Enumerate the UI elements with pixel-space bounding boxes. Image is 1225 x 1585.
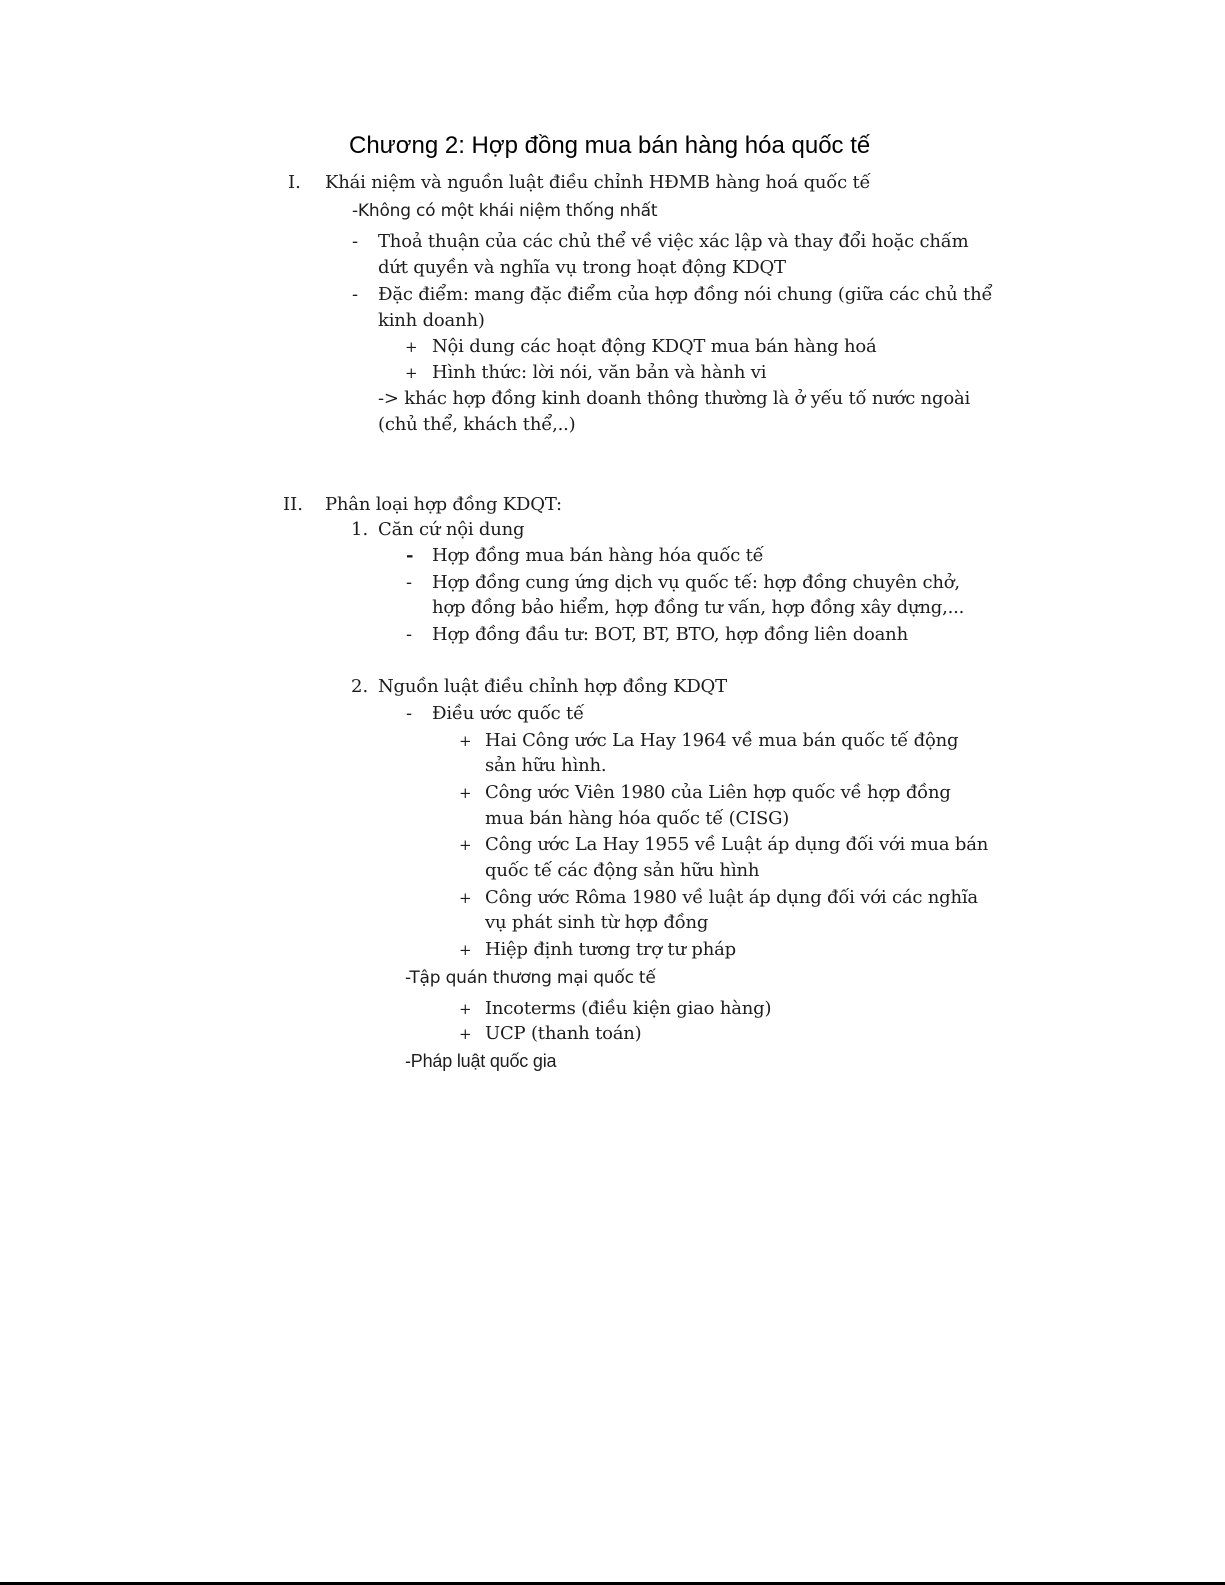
- dash-bullet: -: [352, 284, 359, 305]
- plus-bullet: +: [459, 1025, 472, 1043]
- contract-type-investment: Hợp đồng đầu tư: BOT, BT, BTO, hợp đồng liên doanh: [432, 624, 908, 645]
- treaty-4-line-2: vụ phát sinh từ hợp đồng: [485, 912, 709, 933]
- plus-bullet: +: [459, 889, 472, 907]
- contract-type-services-line-2: hợp đồng bảo hiểm, hợp đồng tư vấn, hợp đồng xây dựng,...: [432, 597, 965, 618]
- treaty-4-line-1: Công ước Rôma 1980 về luật áp dụng đối với các nghĩa: [485, 887, 978, 908]
- point-2-number: 2.: [351, 676, 369, 697]
- section-2-numeral: II.: [283, 494, 303, 515]
- dash-bullet: -: [406, 703, 413, 724]
- treaty-3-line-2: quốc tế các động sản hữu hình: [485, 860, 760, 881]
- sub-item-form: Hình thức: lời nói, văn bản và hành vi: [432, 362, 767, 383]
- arrow-note-line-2: (chủ thể, khách thể,..): [378, 414, 576, 435]
- dash-bullet: -: [352, 231, 359, 252]
- plus-bullet: +: [459, 941, 472, 959]
- treaty-heading: Điều ước quốc tế: [432, 703, 584, 724]
- section-2-heading: Phân loại hợp đồng KDQT:: [325, 494, 562, 515]
- plus-bullet: +: [459, 784, 472, 802]
- section-1-note: -Không có một khái niệm thống nhất: [352, 201, 658, 221]
- item-2-line-2: kinh doanh): [378, 310, 485, 331]
- national-law-heading: -Pháp luật quốc gia: [405, 1051, 557, 1071]
- treaty-5: Hiệp định tương trợ tư pháp: [485, 939, 736, 960]
- dash-bullet: -: [406, 624, 413, 645]
- arrow-note-line-1: -> khác hợp đồng kinh doanh thông thường là ở yếu tố nước ngoài: [378, 388, 971, 409]
- custom-ucp: UCP (thanh toán): [485, 1023, 642, 1044]
- contract-type-services-line-1: Hợp đồng cung ứng dịch vụ quốc tế: hợp đồng chuyên chở,: [432, 572, 960, 593]
- item-2-line-1: Đặc điểm: mang đặc điểm của hợp đồng nói chung (giữa các chủ thể: [378, 284, 993, 305]
- dash-bullet: -: [406, 545, 414, 566]
- point-1-label: Căn cứ nội dung: [378, 519, 525, 540]
- treaty-2-line-2: mua bán hàng hóa quốc tế (CISG): [485, 808, 790, 829]
- treaty-1-line-1: Hai Công ước La Hay 1964 về mua bán quốc tế động: [485, 730, 959, 751]
- dash-bullet: -: [406, 572, 413, 593]
- sub-item-content: Nội dung các hoạt động KDQT mua bán hàng hoá: [432, 336, 877, 357]
- contract-type-goods: Hợp đồng mua bán hàng hóa quốc tế: [432, 545, 764, 566]
- plus-bullet: +: [405, 364, 418, 382]
- point-1-number: 1.: [351, 519, 369, 540]
- plus-bullet: +: [459, 1000, 472, 1018]
- item-1-line-2: dứt quyền và nghĩa vụ trong hoạt động KDQT: [378, 257, 786, 278]
- custom-heading: -Tập quán thương mại quốc tế: [405, 968, 656, 988]
- point-2-label: Nguồn luật điều chỉnh hợp đồng KDQT: [378, 676, 727, 697]
- treaty-2-line-1: Công ước Viên 1980 của Liên hợp quốc về hợp đồng: [485, 782, 951, 803]
- plus-bullet: +: [405, 338, 418, 356]
- section-1-numeral: I.: [288, 172, 301, 193]
- plus-bullet: +: [459, 836, 472, 854]
- treaty-1-line-2: sản hữu hình.: [485, 755, 607, 776]
- plus-bullet: +: [459, 732, 472, 750]
- item-1-line-1: Thoả thuận của các chủ thể về việc xác lập và thay đổi hoặc chấm: [378, 231, 969, 252]
- section-1-heading: Khái niệm và nguồn luật điều chỉnh HĐMB hàng hoá quốc tế: [325, 172, 871, 193]
- page-title: Chương 2: Hợp đồng mua bán hàng hóa quốc tế: [349, 132, 871, 159]
- custom-incoterms: Incoterms (điều kiện giao hàng): [485, 998, 772, 1019]
- treaty-3-line-1: Công ước La Hay 1955 về Luật áp dụng đối với mua bán: [485, 834, 989, 855]
